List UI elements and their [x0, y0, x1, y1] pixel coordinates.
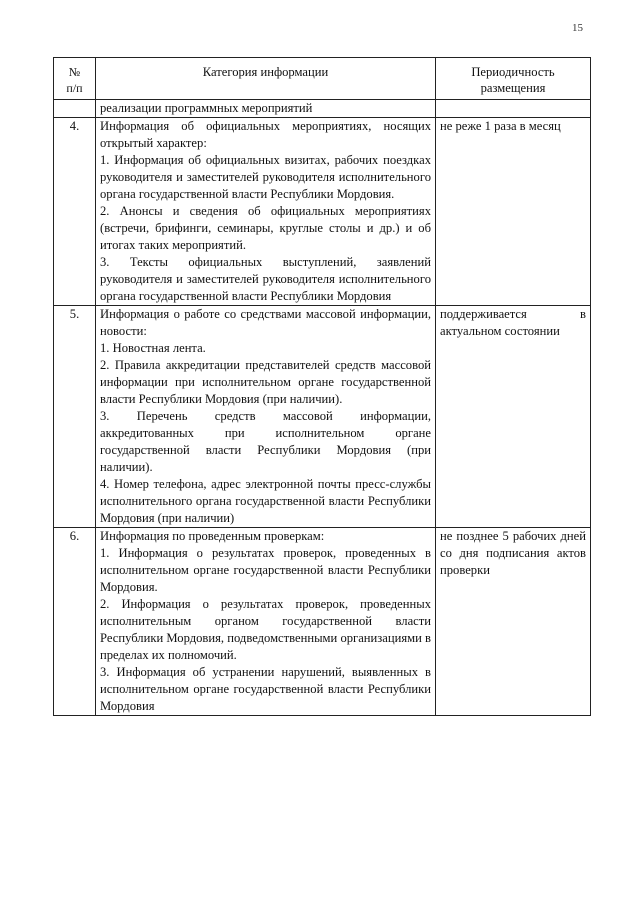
- header-periodicity: [436, 58, 591, 100]
- category-paragraph: 1. Информация о результатах проверок, проведенных в исполнительном органе государственной власти Республики Мордовия.: [100, 546, 431, 594]
- periodicity-cell: [436, 118, 591, 306]
- category-cell: [96, 528, 436, 716]
- page-number: 15: [572, 22, 583, 34]
- periodicity-text: не позднее 5 рабочих дней со дня подписания актов проверки: [440, 529, 586, 577]
- table-row: [54, 528, 591, 716]
- category-paragraph: 3. Информация об устранении нарушений, выявленных в исполнительном органе государственной власти Республики Мордовия: [100, 665, 431, 713]
- information-table: [53, 57, 591, 716]
- periodicity-cell: [436, 100, 591, 118]
- periodicity-cell: [436, 306, 591, 528]
- header-periodicity-line1: Периодичность: [471, 65, 555, 79]
- periodicity-cell: [436, 528, 591, 716]
- category-paragraph: 2. Правила аккредитации представителей средств массовой информации при исполнительном органе государственной власти Республики Мордовия (при наличии).: [100, 358, 431, 406]
- periodicity-text: не реже 1 раза в месяц: [440, 119, 561, 133]
- category-paragraph: 2. Информация о результатах проверок, проведенных исполнительным органом государственной власти Республики Мордовия, подведомственными организациями в пределах их полномочий.: [100, 597, 431, 662]
- header-number-line2: п/п: [66, 81, 83, 95]
- row-number: 6.: [54, 528, 96, 716]
- table-header-row: [54, 58, 591, 100]
- header-number-line1: №: [68, 65, 81, 79]
- continuation-text: реализации программных мероприятий: [100, 101, 313, 115]
- category-paragraph: Информация о работе со средствами массовой информации, новости:: [100, 307, 431, 338]
- table-row: [54, 306, 591, 528]
- category-paragraph: Информация по проведенным проверкам:: [100, 529, 325, 543]
- category-cell: [96, 118, 436, 306]
- table-row: [54, 118, 591, 306]
- continuation-cell: [96, 100, 436, 118]
- header-number: [54, 58, 96, 100]
- header-category: Категория информации: [96, 58, 436, 100]
- header-periodicity-line2: размещения: [480, 81, 546, 95]
- category-paragraph: 1. Информация об официальных визитах, рабочих поездках руководителя и заместителей руководителя исполнительного органа государственной власти Республики Мордовия.: [100, 153, 431, 201]
- row-number: 4.: [54, 118, 96, 306]
- category-cell: [96, 306, 436, 528]
- category-paragraph: 4. Номер телефона, адрес электронной почты пресс-службы исполнительного органа государственной власти Республики Мордовия (при наличии): [100, 477, 431, 525]
- category-paragraph: 2. Анонсы и сведения об официальных мероприятиях (встречи, брифинги, семинары, круглые столы и др.) и об итогах таких мероприятий.: [100, 204, 431, 252]
- row-number: [54, 100, 96, 118]
- category-paragraph: Информация об официальных мероприятиях, носящих открытый характер:: [100, 119, 431, 150]
- periodicity-text: поддерживается в актуальном состоянии: [440, 307, 586, 338]
- category-paragraph: 3. Тексты официальных выступлений, заявлений руководителя и заместителей руководителя исполнительного органа государственной власти Республики Мордовия: [100, 255, 431, 303]
- table-row: [54, 100, 591, 118]
- row-number: 5.: [54, 306, 96, 528]
- category-paragraph: 3. Перечень средств массовой информации, аккредитованных при исполнительном органе государственной власти Республики Мордовия (при наличии).: [100, 409, 431, 474]
- category-paragraph: 1. Новостная лента.: [100, 341, 206, 355]
